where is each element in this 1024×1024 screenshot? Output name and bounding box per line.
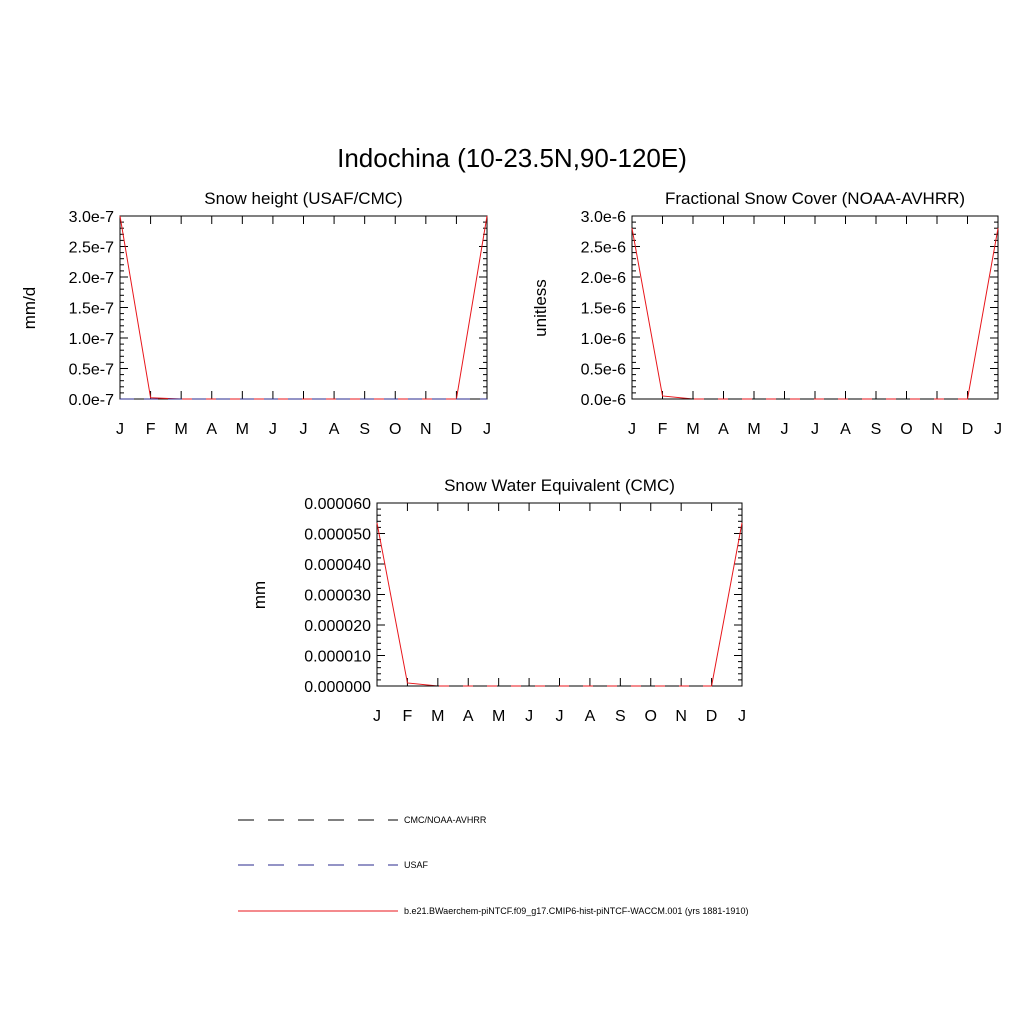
- x-tick-label: D: [450, 421, 463, 438]
- y-tick-label: 2.5e-6: [580, 239, 626, 257]
- x-tick-label: M: [492, 708, 506, 725]
- main-title: Indochina (10-23.5N,90-120E): [337, 143, 687, 173]
- x-tick-label: S: [870, 421, 882, 438]
- x-tick-label: M: [686, 421, 700, 438]
- series-line-model: [632, 228, 998, 399]
- plot-frame: [632, 216, 998, 399]
- y-tick-label: 0.000050: [304, 526, 371, 544]
- y-axis-label: mm: [250, 580, 269, 610]
- legend-label: b.e21.BWaerchem-piNTCF.f09_g17.CMIP6-hist-piNTCF-WACCM.001 (yrs 1881-1910): [404, 906, 749, 916]
- x-tick-label: J: [268, 421, 277, 438]
- x-tick-label: O: [644, 708, 657, 725]
- x-tick-label: N: [675, 708, 687, 725]
- y-tick-label: 0.000060: [304, 496, 371, 513]
- panel-fractional-snow-cover: [531, 189, 1002, 438]
- x-tick-label: D: [961, 421, 974, 438]
- legend-label: CMC/NOAA-AVHRR: [404, 815, 487, 825]
- panel-snow-height: [20, 189, 491, 438]
- x-tick-label: N: [420, 421, 432, 438]
- x-tick-label: N: [931, 421, 943, 438]
- series-line-model: [120, 216, 487, 399]
- x-tick-label: A: [840, 421, 851, 438]
- y-tick-label: 0.000000: [304, 679, 371, 696]
- x-tick-label: D: [705, 708, 718, 725]
- x-tick-label: J: [628, 421, 636, 438]
- panel-title: Snow Water Equivalent (CMC): [444, 476, 675, 495]
- x-tick-label: J: [116, 421, 124, 438]
- y-tick-label: 0.5e-7: [68, 361, 114, 379]
- y-tick-label: 1.0e-7: [68, 331, 114, 348]
- y-tick-label: 0.0e-7: [68, 392, 114, 409]
- y-tick-label: 0.000040: [304, 557, 371, 574]
- x-tick-label: F: [145, 421, 156, 438]
- x-tick-label: J: [525, 708, 534, 725]
- plot-frame: [120, 216, 487, 399]
- panel-snow-water-equivalent: [250, 476, 746, 725]
- x-tick-label: M: [747, 421, 761, 438]
- x-tick-label: F: [657, 421, 668, 438]
- x-tick-label: A: [584, 708, 596, 725]
- y-axis-label: unitless: [531, 279, 550, 337]
- x-tick-label: J: [811, 421, 819, 438]
- x-tick-label: J: [555, 708, 564, 725]
- x-tick-label: J: [738, 708, 746, 725]
- y-axis-label: mm/d: [20, 286, 39, 330]
- x-tick-label: O: [900, 421, 913, 438]
- x-tick-label: A: [462, 708, 474, 725]
- legend: [238, 815, 748, 916]
- x-tick-label: A: [328, 421, 340, 438]
- x-tick-label: J: [483, 421, 491, 438]
- y-tick-label: 2.0e-6: [580, 270, 626, 287]
- x-tick-label: O: [389, 421, 402, 438]
- x-tick-label: S: [614, 708, 626, 725]
- x-tick-label: M: [431, 708, 445, 725]
- y-tick-label: 2.0e-7: [68, 270, 114, 287]
- x-tick-label: J: [373, 708, 381, 725]
- y-tick-label: 0.000010: [304, 648, 371, 666]
- panel-title: Snow height (USAF/CMC): [204, 189, 403, 208]
- x-tick-label: M: [235, 421, 249, 438]
- y-tick-label: 1.5e-6: [580, 300, 626, 318]
- x-tick-label: M: [174, 421, 188, 438]
- panel-title: Fractional Snow Cover (NOAA-AVHRR): [664, 189, 966, 208]
- legend-label: USAF: [404, 860, 429, 870]
- x-tick-label: J: [299, 421, 308, 438]
- y-tick-label: 3.0e-7: [68, 209, 114, 226]
- x-tick-label: F: [402, 708, 413, 725]
- y-tick-label: 1.0e-6: [580, 331, 626, 348]
- y-tick-label: 2.5e-7: [68, 239, 114, 257]
- series-line-model: [377, 523, 742, 686]
- y-tick-label: 0.000030: [304, 587, 371, 605]
- x-tick-label: A: [718, 421, 729, 438]
- x-tick-label: J: [780, 421, 789, 438]
- y-tick-label: 0.000020: [304, 618, 371, 635]
- x-tick-label: J: [994, 421, 1002, 438]
- y-tick-label: 0.5e-6: [580, 361, 626, 379]
- plot-frame: [377, 503, 742, 686]
- y-tick-label: 3.0e-6: [580, 209, 626, 226]
- x-tick-label: S: [359, 421, 371, 438]
- y-tick-label: 1.5e-7: [68, 300, 114, 318]
- x-tick-label: A: [206, 421, 218, 438]
- y-tick-label: 0.0e-6: [580, 392, 626, 409]
